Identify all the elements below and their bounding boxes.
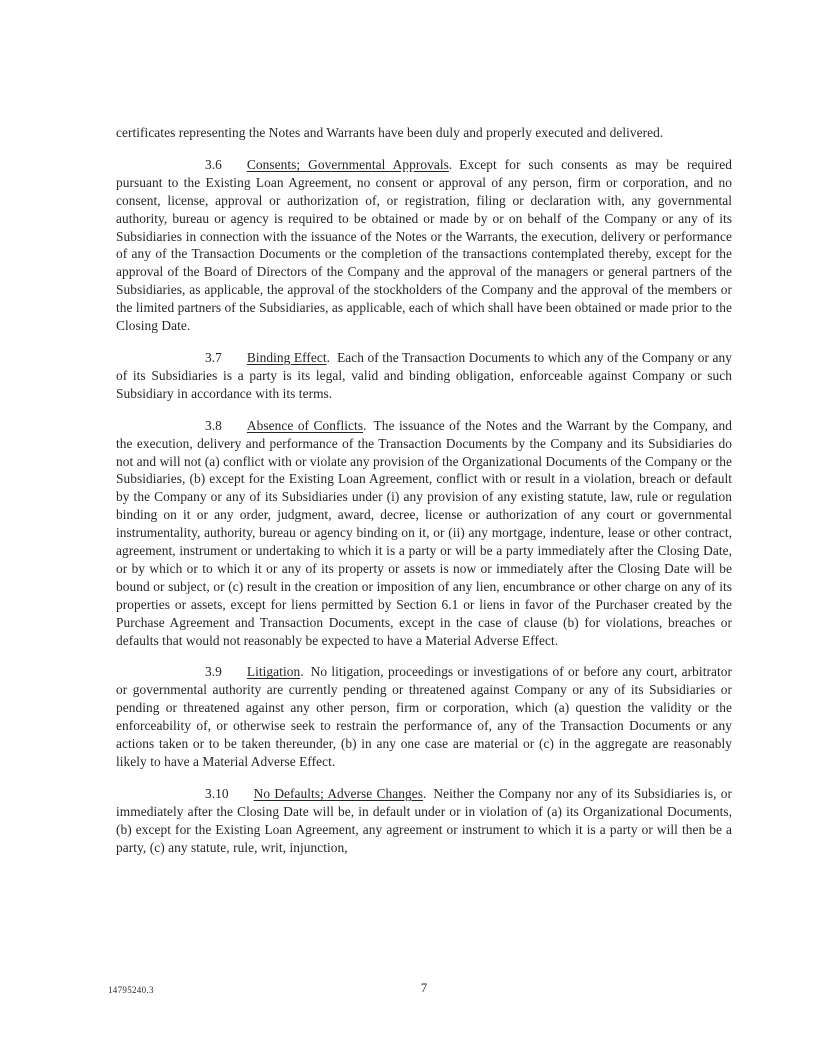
section-heading-period: . xyxy=(326,349,331,365)
section-number: 3.9 xyxy=(205,664,222,680)
section-heading: Litigation xyxy=(246,664,301,680)
section-number: 3.6 xyxy=(205,156,222,172)
section-heading-period: . xyxy=(422,785,427,801)
section-heading: No Defaults; Adverse Changes xyxy=(253,785,423,801)
section-heading-period: . xyxy=(448,156,453,172)
section-body: No litigation, proceedings or investigations of or before any court, arbitrator or governmental authority are currently pending or threatened against Company or any of its Subsidiaries or pending or threatened against any other person, firm or corporation, which (a) question the validity or the enforceability of, or otherwise seek to restrain the performance of, any of the Transaction Documents or any actions taken or to be taken thereunder, (b) in any one case are material or (c) in the aggregate are reasonably likely to have a Material Adverse Effect. xyxy=(116,664,732,769)
section-number: 3.7 xyxy=(205,349,222,365)
section-number: 3.8 xyxy=(205,417,222,433)
section-number: 3.10 xyxy=(205,785,229,801)
section-heading-period: . xyxy=(300,664,304,680)
section-3-7 xyxy=(116,349,732,403)
section-heading: Absence of Conflicts xyxy=(246,417,364,433)
section-3-8 xyxy=(116,417,732,650)
section-heading-period: . xyxy=(363,417,367,433)
section-body: The issuance of the Notes and the Warrant by the Company, and the execution, delivery and performance of the Transaction Documents by the Company and its Subsidiaries do not and will not (a) conflict with or violate any provision of the Organizational Documents of the Company or the Subsidiaries, (b) except for the Existing Loan Agreement, conflict with or result in a violation, breach or default by the Company or any of its Subsidiaries under (i) any provision of any existing statute, law, rule or regulation binding on it or any order, judgment, award, decree, license or authorization of any court or governmental instrumentality, authority, bureau or agency binding on it, or (ii) any mortgage, indenture, lease or other contract, agreement, instrument or undertaking to which it is a party or will be a party immediately after the Closing Date, or by which or to which it or any of its property or assets is now or immediately after the Closing Date will be bound or subject, or (c) result in the creation or imposition of any lien, encumbrance or other charge on any of its properties or assets, except for liens permitted by Section 6.1 or liens in favor of the Purchaser created by the Purchase Agreement and Transaction Documents, except in the case of clause (b) for violations, breaches or defaults that would not reasonably be expected to have a Material Adverse Effect. xyxy=(116,417,732,648)
page-footer xyxy=(108,981,732,1001)
section-heading: Consents; Governmental Approvals xyxy=(246,156,449,172)
intro-paragraph: certificates representing the Notes and Warrants have been duly and properly executed and delivered. xyxy=(116,125,664,140)
section-3-10 xyxy=(116,785,732,857)
section-body: Neither the Company nor any of its Subsidiaries is, or immediately after the Closing Date will be, in default under or in violation of (a) its Organizational Documents, (b) except for the Existing Loan Agreement, any agreement or instrument to which it is a party or will then be a party, (c) any statute, rule, writ, injunction, xyxy=(116,785,732,855)
section-3-6 xyxy=(116,156,732,335)
section-heading: Binding Effect xyxy=(246,349,327,365)
document-body xyxy=(116,124,732,871)
section-body: Each of the Transaction Documents to which any of the Company or any of its Subsidiaries is a party is its legal, valid and binding obligation, enforceable against Company or such Subsidiary in accordance with its terms. xyxy=(116,349,732,401)
section-body: Except for such consents as may be required pursuant to the Existing Loan Agreement, no consent or approval of any person, firm or corporation, and no consent, license, approval or authorization of, or registration, filing or declaration with, any governmental authority, bureau or agency is required to be obtained or made by or on behalf of the Company or any of its Subsidiaries in connection with the issuance of the Notes or the Warrants, the execution, delivery or performance of any of the Transaction Documents or the completion of the transactions contemplated thereby, except for the approval of the Board of Directors of the Company and the approval of the managers or general partners of the Subsidiaries, as applicable, the approval of the stockholders of the Company and the approval of the members or the limited partners of the Subsidiaries, as applicable, each of which shall have been obtained or made prior to the Closing Date. xyxy=(116,156,733,334)
footer-doc-number: 14795240.3 xyxy=(108,985,154,995)
section-3-9 xyxy=(116,663,732,770)
footer-page-number: 7 xyxy=(420,981,428,995)
